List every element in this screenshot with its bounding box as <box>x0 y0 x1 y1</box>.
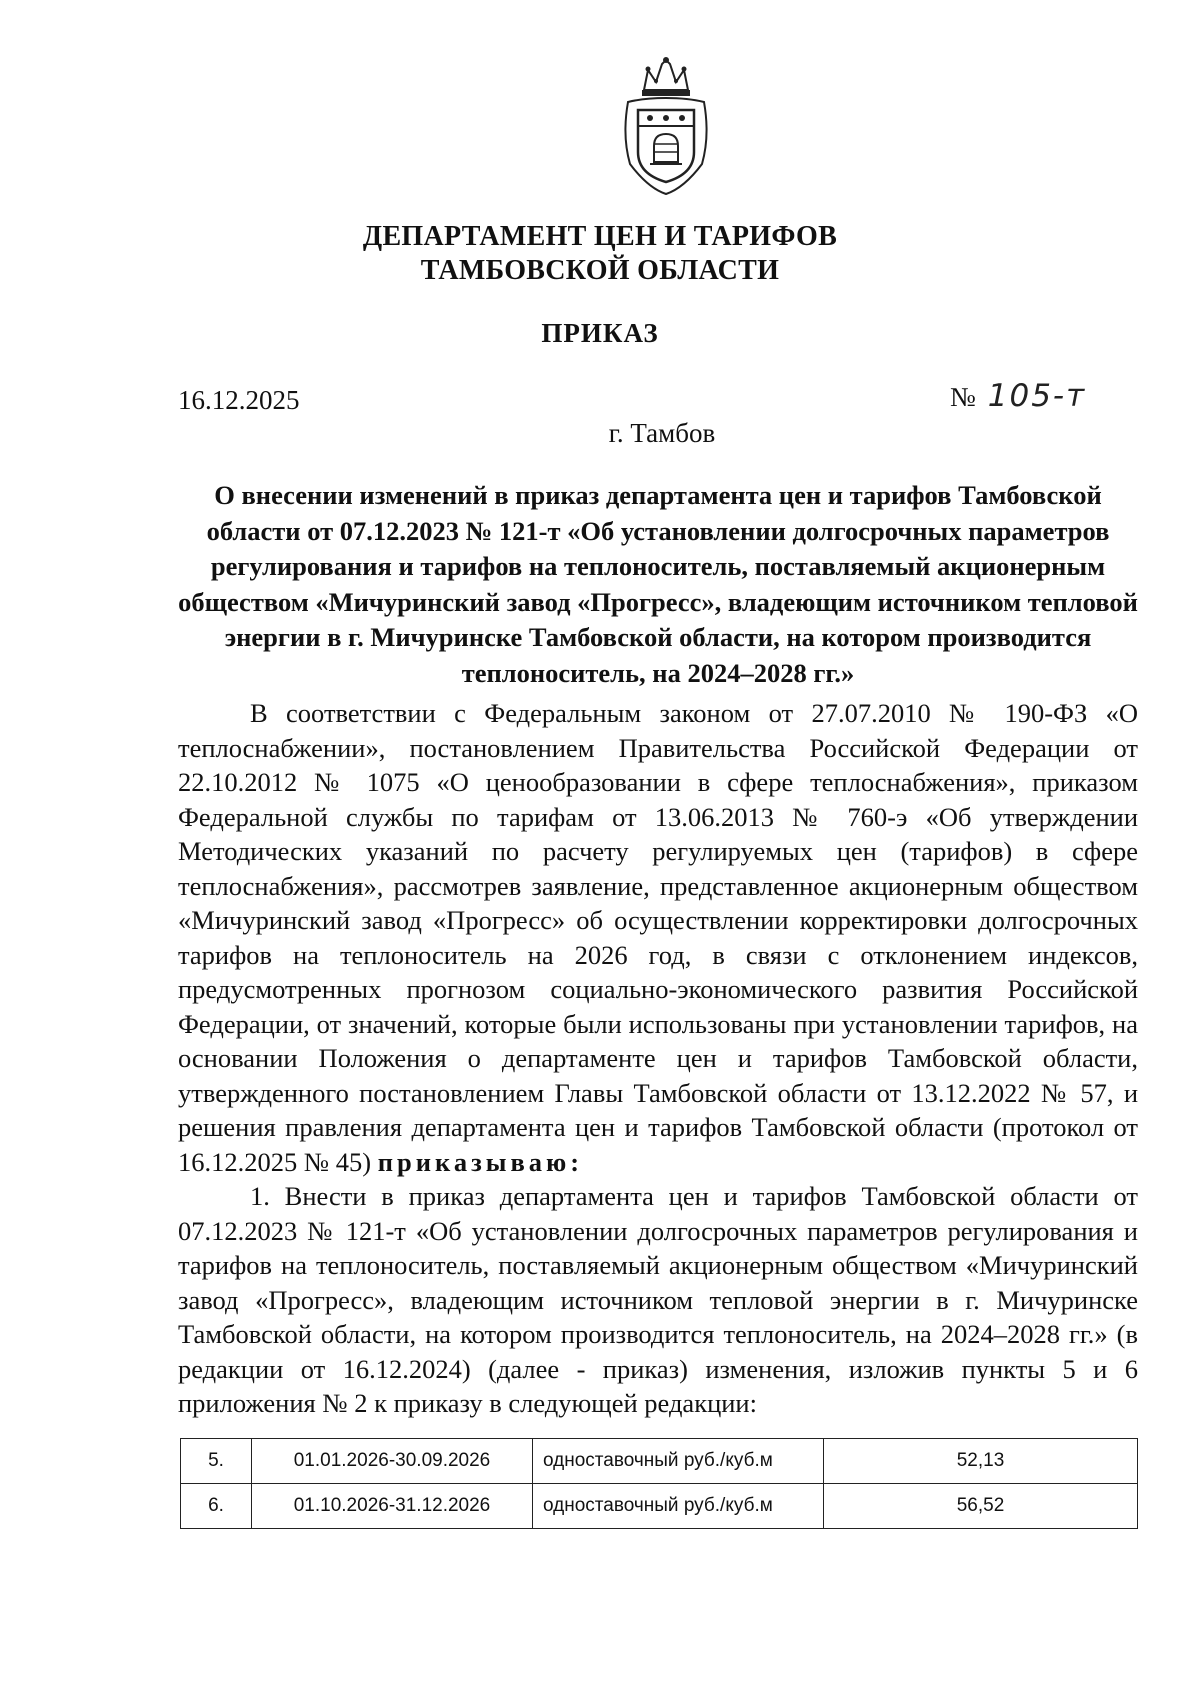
order-city: г. Тамбов <box>608 418 716 448</box>
order-number <box>950 378 1086 414</box>
tariff-table <box>180 1438 1138 1529</box>
order-body <box>178 696 1138 1421</box>
row-value: 52,13 <box>824 1439 1138 1484</box>
order-date: 16.12.2025 <box>178 385 300 415</box>
preamble-paragraph <box>178 696 1138 1179</box>
row-tariff-type: одноставочный руб./куб.м <box>533 1439 824 1484</box>
table-row <box>181 1439 1138 1484</box>
preamble-text: В соответствии с Федеральным законом от 27.07.2010 № 190-ФЗ «О теплоснабжении», постановлением Правительства Российской Федерации от 22.10.2012 № 1075 «О ценообразовании в сфере теплоснабжения», приказом Федеральной службы по тарифам от 13.06.2013 № 760-э «Об утверждении Методических указаний по расчету регулируемых цен (тарифов) в сфере теплоснабжения», рассмотрев заявление, представленное акционерным обществом «Мичуринский завод «Прогресс» об осуществлении корректировки долгосрочных тарифов на теплоноситель на 2026 год, в связи с отклонением индексов, предусмотренных прогнозом социально-экономического развития Российской Федерации, от значений, которые были использованы при установлении тарифов, на основании Положения о департаменте цен и тарифов Тамбовской области, утвержденного постановлением Главы Тамбовской области от 13.12.2022 № 57, и решения правления департамента цен и тарифов Тамбовской области (протокол от 16.12.2025 № 45) <box>178 698 1138 1177</box>
order-heading: О внесении изменений в приказ департамента цен и тарифов Тамбовской области от 07.12.2023 № 121-т «Об установлении долгосрочных параметров регулирования и тарифов на теплоноситель, поставляемый акционерным обществом «Мичуринский завод «Прогресс», владеющим источником тепловой энергии в г. Мичуринске Тамбовской области, на котором производится теплоноситель, на 2024–2028 гг.» <box>178 480 1138 688</box>
prikazyvayu-word: приказываю: <box>377 1146 584 1177</box>
doc-type-title: ПРИКАЗ <box>541 318 659 348</box>
row-period: 01.01.2026-30.09.2026 <box>252 1439 533 1484</box>
row-number: 6. <box>181 1484 252 1529</box>
number-value: 105-т <box>987 378 1087 414</box>
number-label: № <box>950 382 976 412</box>
row-value: 56,52 <box>824 1484 1138 1529</box>
table-row <box>181 1484 1138 1529</box>
row-tariff-type: одноставочный руб./куб.м <box>533 1484 824 1529</box>
row-number: 5. <box>181 1439 252 1484</box>
department-line-1: ДЕПАРТАМЕНТ ЦЕН И ТАРИФОВ <box>362 221 838 252</box>
tambov-coat-of-arms-icon <box>618 56 714 196</box>
row-period: 01.10.2026-31.12.2026 <box>252 1484 533 1529</box>
department-line-2: ТАМБОВСКОЙ ОБЛАСТИ <box>420 255 780 286</box>
department-name <box>0 220 1200 288</box>
clause-1-paragraph: 1. Внести в приказ департамента цен и тарифов Тамбовской области от 07.12.2023 № 121-т «Об установлении долгосрочных параметров регулирования и тарифов на теплоноситель, поставляемый акционерным обществом «Мичуринский завод «Прогресс», владеющим источником тепловой энергии в г. Мичуринске Тамбовской области, на котором производится теплоноситель, на 2024–2028 гг.» (в редакции от 16.12.2024) (далее - приказ) изменения, изложив пункты 5 и 6 приложения № 2 к приказу в следующей редакции: <box>178 1181 1138 1418</box>
